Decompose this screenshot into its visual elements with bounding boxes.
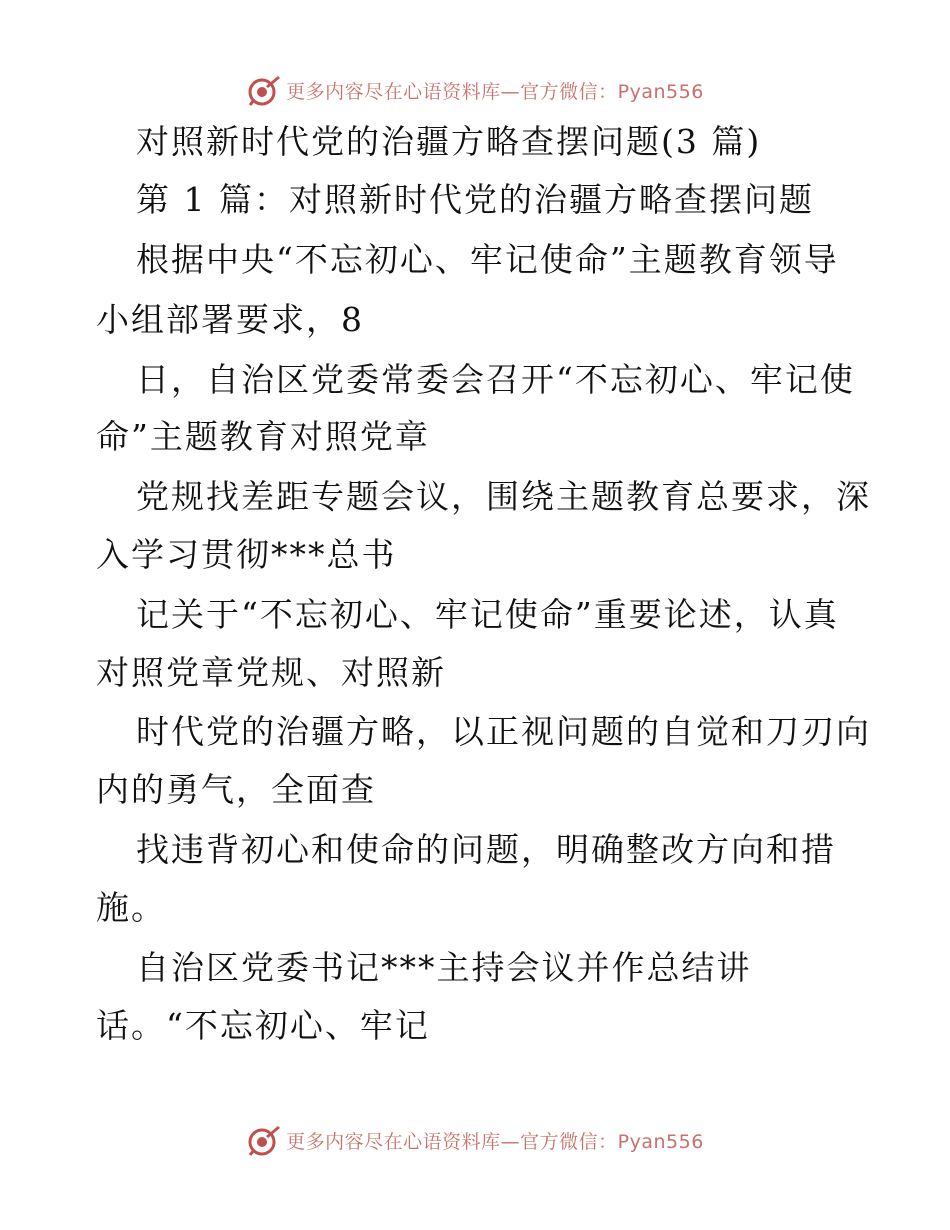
paragraph-line: 入学习贯彻***总书 <box>96 535 397 574</box>
watermark-logo-icon <box>246 1122 282 1158</box>
watermark-logo-icon <box>246 72 282 108</box>
document-title: 对照新时代党的治疆方略查摆问题(3 篇) <box>136 122 762 161</box>
paragraph-line: 日，自治区党委常委会召开“不忘初心、牢记使 <box>136 360 855 399</box>
section-heading: 第 1 篇：对照新时代党的治疆方略查摆问题 <box>136 180 814 219</box>
watermark-text: 更多内容尽在心语资料库—官方微信：Pyan556 <box>286 1130 704 1153</box>
header-watermark <box>0 70 950 110</box>
paragraph-line: 施。 <box>96 888 166 927</box>
paragraph-line: 命”主题教育对照党章 <box>96 417 430 456</box>
paragraph-line: 找违背初心和使命的问题，明确整改方向和措 <box>136 830 836 869</box>
paragraph-line: 自治区党委书记***主持会议并作总结讲 <box>136 948 752 987</box>
paragraph-line: 内的勇气，全面查 <box>96 770 376 809</box>
paragraph-line: 记关于“不忘初心、牢记使命”重要论述，认真 <box>136 595 839 634</box>
paragraph-line: 根据中央“不忘初心、牢记使命”主题教育领导 <box>136 240 839 279</box>
paragraph-line: 小组部署要求，8 <box>96 300 364 339</box>
paragraph-line: 话。“不忘初心、牢记 <box>96 1006 430 1045</box>
paragraph-line: 对照党章党规、对照新 <box>96 653 446 692</box>
paragraph-line: 时代党的治疆方略，以正视问题的自觉和刀刃向 <box>136 712 871 751</box>
watermark-text: 更多内容尽在心语资料库—官方微信：Pyan556 <box>286 80 704 103</box>
paragraph-line: 党规找差距专题会议，围绕主题教育总要求，深 <box>136 477 871 516</box>
footer-watermark <box>0 1120 950 1160</box>
